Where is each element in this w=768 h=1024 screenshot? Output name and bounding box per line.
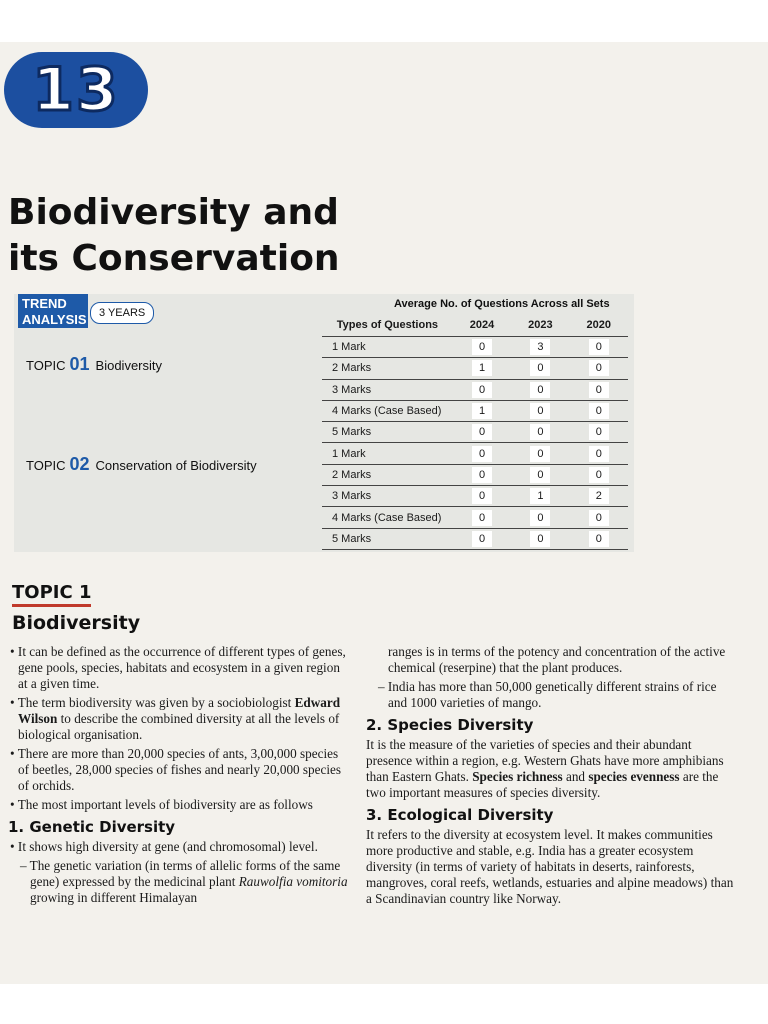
- value-2020: [570, 464, 628, 485]
- cell-value: 0: [530, 360, 550, 376]
- topic-label: TOPIC 1: [12, 582, 91, 607]
- table-row: [322, 400, 628, 421]
- value-2024: [453, 379, 511, 400]
- cell-value: 0: [589, 339, 609, 355]
- bullet-text: It shows high diversity at gene (and chromosomal) level.: [17, 839, 318, 854]
- value-2020: [570, 358, 628, 379]
- trend-heading: Average No. of Questions Across all Sets: [394, 298, 610, 310]
- cell-value: 0: [530, 510, 550, 526]
- cell-value: 0: [530, 531, 550, 547]
- table-row: [322, 486, 628, 507]
- question-type: 1 Mark: [322, 337, 453, 358]
- section-species-diversity: 2. Species Diversity: [366, 716, 534, 734]
- value-2024: [453, 528, 511, 549]
- value-2020: [570, 400, 628, 421]
- value-2023: [511, 358, 569, 379]
- value-2020: [570, 528, 628, 549]
- bullet-text: There are more than 20,000 species of ants, 3,00,000 species of beetles, 28,000 species of fishes and nearly 20,000 species of orchids.: [17, 746, 342, 793]
- topic-prefix: TOPIC: [26, 458, 66, 473]
- chapter-number: 13: [32, 55, 120, 125]
- value-2020: [570, 422, 628, 443]
- bullet-levels: • The most important levels of biodiversity are as follows: [10, 797, 313, 812]
- question-type: 4 Marks (Case Based): [322, 507, 453, 528]
- dash-text: growing in different Himalayan: [30, 890, 198, 905]
- bullet-text: to describe the combined diversity at all the levels of biological organisation.: [18, 711, 340, 742]
- trend-analysis-box: [14, 294, 634, 552]
- table-row: [322, 358, 628, 379]
- value-2023: [511, 528, 569, 549]
- cell-value: 0: [589, 446, 609, 462]
- chapter-title-line1: Biodiversity and: [8, 192, 339, 233]
- bullet-text: It can be defined as the occurrence of different types of genes, gene pools, species, habitats and ecosystem in a given region at a given time.: [17, 644, 346, 691]
- continued-text: ranges is in terms of the potency and concentration of the active chemical (reserpine) that the plant produces.: [388, 644, 726, 675]
- cell-value: 0: [472, 531, 492, 547]
- topic-number: 01: [69, 354, 90, 374]
- cell-value: 3: [530, 339, 550, 355]
- col-2023: 2023: [511, 314, 569, 337]
- para-text: and: [562, 769, 589, 784]
- table-row: [322, 507, 628, 528]
- bullet-genetic: • It shows high diversity at gene (and chromosomal) level.: [10, 839, 318, 854]
- value-2020: [570, 507, 628, 528]
- section-ecological-diversity: 3. Ecological Diversity: [366, 806, 554, 824]
- topic-name: Conservation of Biodiversity: [95, 458, 257, 473]
- question-type: 1 Mark: [322, 443, 453, 464]
- chapter-title: [8, 190, 340, 282]
- cell-value: 0: [530, 403, 550, 419]
- cell-value: 0: [472, 467, 492, 483]
- cell-value: 1: [530, 488, 550, 504]
- bullet-species-count: • There are more than 20,000 species of ants, 3,00,000 species of beetles, 28,000 species of fishes and nearly 20,000 species of orchids.: [10, 746, 342, 793]
- cell-value: 0: [472, 424, 492, 440]
- value-2020: [570, 443, 628, 464]
- value-2020: [570, 486, 628, 507]
- species-paragraph: [366, 737, 738, 801]
- question-type: 2 Marks: [322, 464, 453, 485]
- value-2023: [511, 507, 569, 528]
- cell-value: 1: [472, 360, 492, 376]
- value-2023: [511, 400, 569, 421]
- trend-topic-2: [26, 454, 257, 475]
- trend-table-header: [322, 314, 628, 337]
- value-2024: [453, 422, 511, 443]
- table-row: [322, 379, 628, 400]
- dash-text: The genetic variation (in terms of allelic forms of the same gene) expressed by the medicinal plant: [29, 858, 341, 889]
- value-2023: [511, 464, 569, 485]
- col-types: Types of Questions: [322, 314, 453, 337]
- question-type: 5 Marks: [322, 422, 453, 443]
- trend-table: [322, 314, 628, 550]
- value-2024: [453, 400, 511, 421]
- bullet-definition: • It can be defined as the occurrence of different types of genes, gene pools, species, habitats and ecosystem in a given region at a given time.: [10, 644, 346, 691]
- question-type: 3 Marks: [322, 379, 453, 400]
- value-2024: [453, 358, 511, 379]
- value-2024: [453, 507, 511, 528]
- trend-analysis-label: TREND ANALYSIS: [18, 294, 88, 328]
- question-type: 3 Marks: [322, 486, 453, 507]
- bullet-text: The term biodiversity was given by a sociobiologist: [17, 695, 295, 710]
- cell-value: 0: [472, 488, 492, 504]
- table-row: [322, 443, 628, 464]
- trend-topic-1: [26, 354, 162, 375]
- table-row: [322, 422, 628, 443]
- cell-value: 0: [530, 467, 550, 483]
- value-2024: [453, 443, 511, 464]
- table-row: [322, 464, 628, 485]
- left-column: [8, 644, 348, 909]
- value-2020: [570, 379, 628, 400]
- italic-text: Rauwolfia vomitoria: [238, 874, 348, 889]
- para-text: are the two important measures of species diversity.: [366, 769, 719, 800]
- bullet-text: The most important levels of biodiversity are as follows: [17, 797, 313, 812]
- cell-value: 0: [472, 339, 492, 355]
- bold-text: Species richness: [472, 769, 563, 784]
- right-column: [366, 644, 738, 910]
- topic-number: 02: [69, 454, 90, 474]
- value-2023: [511, 443, 569, 464]
- chapter-title-line2: its Conservation: [8, 238, 340, 279]
- question-type: 4 Marks (Case Based): [322, 400, 453, 421]
- cell-value: 0: [530, 424, 550, 440]
- value-2023: [511, 486, 569, 507]
- col-2024: 2024: [453, 314, 511, 337]
- question-type: 5 Marks: [322, 528, 453, 549]
- dash-text: India has more than 50,000 genetically different strains of rice and 1000 varieties of mango.: [387, 679, 717, 710]
- cell-value: 0: [589, 360, 609, 376]
- ecological-paragraph: It refers to the diversity at ecosystem level. It makes communities more productive and stable, e.g. India has a greater ecosystem diversity (in terms of variety of habitats in deserts, rainforests, mangroves, coral reefs, wetlands, estuaries and alpine meadows) than a Scandinavian country like Norway.: [366, 827, 734, 906]
- table-row: [322, 528, 628, 549]
- cell-value: 0: [589, 467, 609, 483]
- chapter-number-badge: [4, 52, 148, 128]
- value-2024: [453, 337, 511, 358]
- cell-value: 0: [589, 382, 609, 398]
- para-text: It is the measure of the varieties of species and their abundant presence within a region, e.g. Western Ghats have more amphibians than Eastern Ghats.: [366, 737, 724, 784]
- bullet-term: • The term biodiversity was given by a sociobiologist Edward Wilson to describe the combined diversity at all the levels of biological organisation.: [10, 695, 341, 742]
- topic-title: Biodiversity: [12, 612, 141, 634]
- cell-value: 2: [589, 488, 609, 504]
- value-2024: [453, 464, 511, 485]
- table-row: [322, 337, 628, 358]
- cell-value: 0: [472, 382, 492, 398]
- cell-value: 0: [589, 510, 609, 526]
- value-2023: [511, 379, 569, 400]
- dash-genetic-variation: – The genetic variation (in terms of allelic forms of the same gene) expressed by the medicinal plant Rauwolfia vomitoria growing in different Himalayan: [20, 858, 348, 905]
- cell-value: 0: [472, 510, 492, 526]
- value-2024: [453, 486, 511, 507]
- cell-value: 0: [530, 382, 550, 398]
- value-2020: [570, 337, 628, 358]
- topic-prefix: TOPIC: [26, 358, 66, 373]
- bold-text: species evenness: [588, 769, 680, 784]
- cell-value: 0: [472, 446, 492, 462]
- question-type: 2 Marks: [322, 358, 453, 379]
- bold-text: Edward Wilson: [18, 695, 341, 726]
- cell-value: 0: [530, 446, 550, 462]
- section-genetic-diversity: 1. Genetic Diversity: [8, 818, 176, 836]
- value-2023: [511, 422, 569, 443]
- cell-value: 0: [589, 403, 609, 419]
- dash-rice-mango: – India has more than 50,000 genetically different strains of rice and 1000 varieties of mango.: [378, 679, 717, 710]
- value-2023: [511, 337, 569, 358]
- topic-name: Biodiversity: [95, 358, 162, 373]
- col-2020: 2020: [570, 314, 628, 337]
- cell-value: 0: [589, 531, 609, 547]
- years-badge: 3 YEARS: [90, 302, 154, 324]
- cell-value: 1: [472, 403, 492, 419]
- cell-value: 0: [589, 424, 609, 440]
